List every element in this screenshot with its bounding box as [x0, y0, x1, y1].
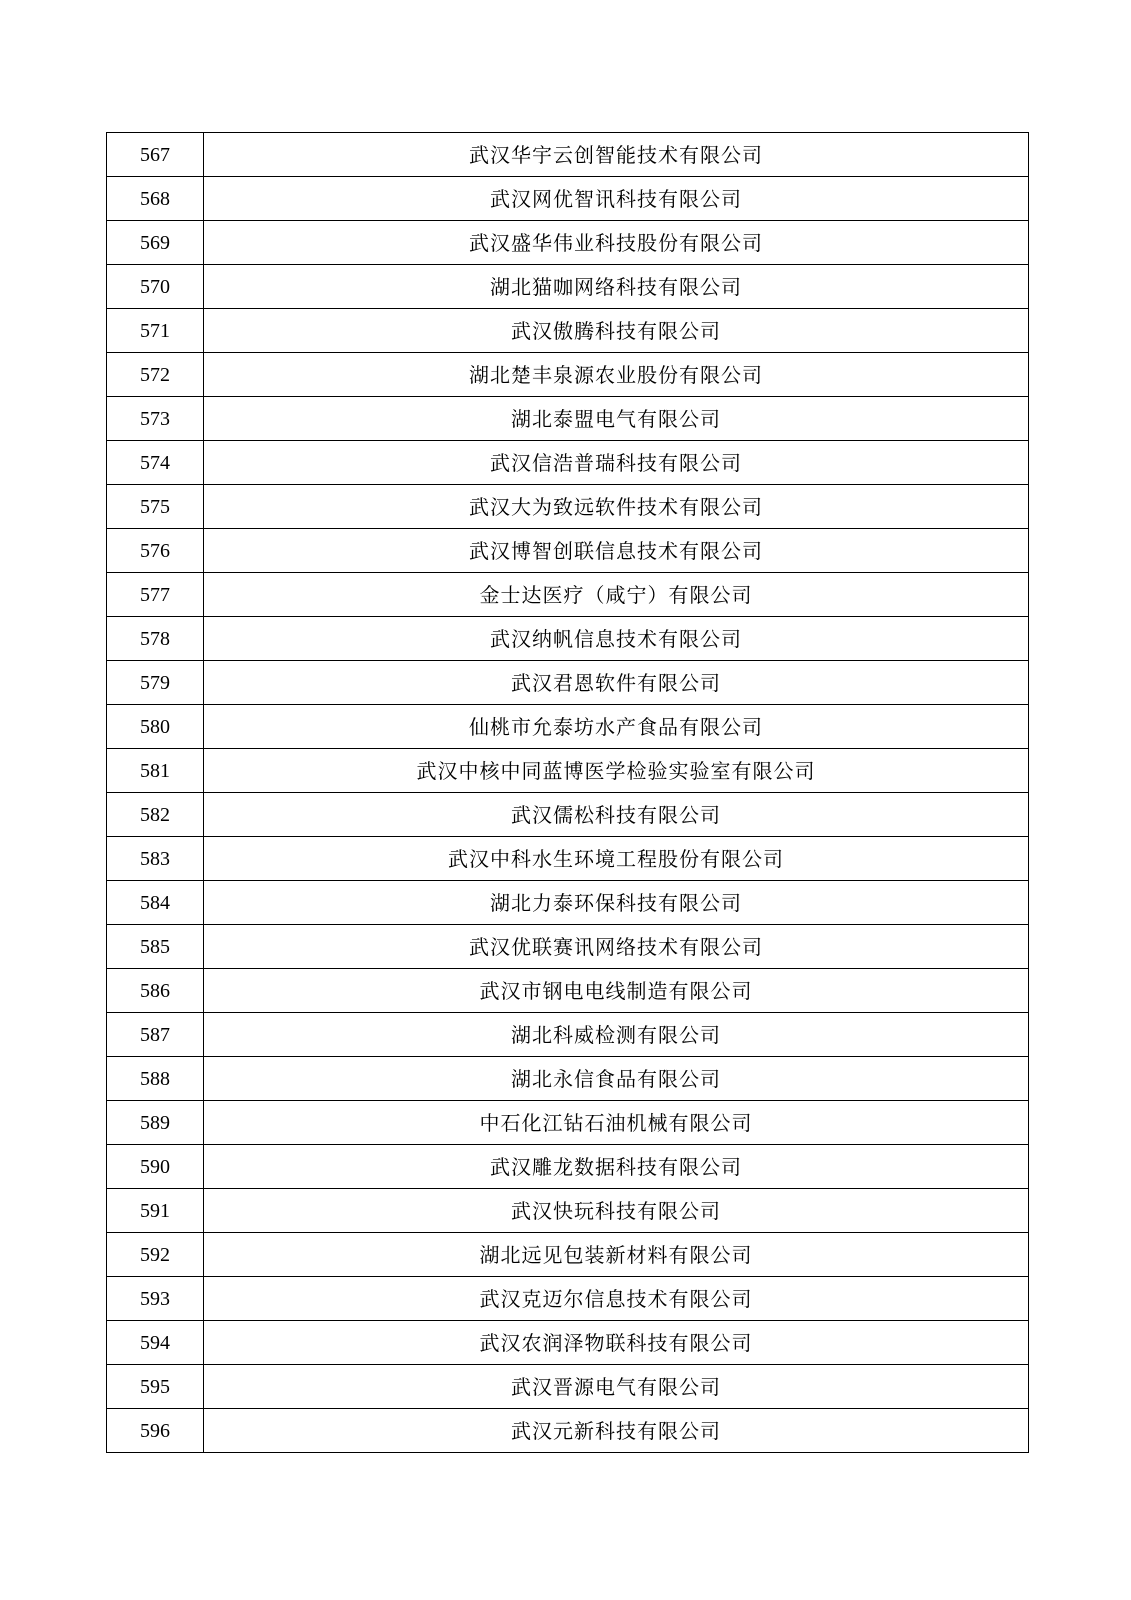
company-name: 武汉元新科技有限公司: [204, 1409, 1029, 1453]
row-number: 570: [107, 265, 204, 309]
row-number: 576: [107, 529, 204, 573]
row-number: 581: [107, 749, 204, 793]
row-number: 577: [107, 573, 204, 617]
table-row: [107, 1321, 1029, 1365]
company-name: 武汉盛华伟业科技股份有限公司: [204, 221, 1029, 265]
company-name: 湖北力泰环保科技有限公司: [204, 881, 1029, 925]
company-name: 湖北科威检测有限公司: [204, 1013, 1029, 1057]
row-number: 593: [107, 1277, 204, 1321]
row-number: 573: [107, 397, 204, 441]
company-name: 武汉中核中同蓝博医学检验实验室有限公司: [204, 749, 1029, 793]
company-name: 武汉网优智讯科技有限公司: [204, 177, 1029, 221]
table-row: [107, 1057, 1029, 1101]
table-row: [107, 177, 1029, 221]
row-number: 569: [107, 221, 204, 265]
table-row: [107, 1145, 1029, 1189]
table-row: [107, 1233, 1029, 1277]
row-number: 583: [107, 837, 204, 881]
table-row: [107, 309, 1029, 353]
table-row: [107, 485, 1029, 529]
row-number: 568: [107, 177, 204, 221]
row-number: 582: [107, 793, 204, 837]
company-name: 武汉君恩软件有限公司: [204, 661, 1029, 705]
row-number: 571: [107, 309, 204, 353]
company-name: 湖北永信食品有限公司: [204, 1057, 1029, 1101]
company-name: 武汉傲腾科技有限公司: [204, 309, 1029, 353]
company-name: 中石化江钻石油机械有限公司: [204, 1101, 1029, 1145]
row-number: 585: [107, 925, 204, 969]
table-row: [107, 1189, 1029, 1233]
table-row: [107, 573, 1029, 617]
company-name: 湖北楚丰泉源农业股份有限公司: [204, 353, 1029, 397]
row-number: 587: [107, 1013, 204, 1057]
table-row: [107, 705, 1029, 749]
company-name: 武汉大为致远软件技术有限公司: [204, 485, 1029, 529]
table-row: [107, 1013, 1029, 1057]
table-row: [107, 1365, 1029, 1409]
company-name: 武汉市钢电电线制造有限公司: [204, 969, 1029, 1013]
table-row: [107, 353, 1029, 397]
company-name: 武汉雕龙数据科技有限公司: [204, 1145, 1029, 1189]
row-number: 584: [107, 881, 204, 925]
table-row: [107, 529, 1029, 573]
row-number: 595: [107, 1365, 204, 1409]
table-row: [107, 1101, 1029, 1145]
row-number: 589: [107, 1101, 204, 1145]
company-name: 金士达医疗（咸宁）有限公司: [204, 573, 1029, 617]
row-number: 578: [107, 617, 204, 661]
company-name: 武汉儒松科技有限公司: [204, 793, 1029, 837]
company-name: 武汉博智创联信息技术有限公司: [204, 529, 1029, 573]
row-number: 596: [107, 1409, 204, 1453]
company-name: 武汉克迈尔信息技术有限公司: [204, 1277, 1029, 1321]
table-row: [107, 441, 1029, 485]
row-number: 594: [107, 1321, 204, 1365]
company-name: 武汉快玩科技有限公司: [204, 1189, 1029, 1233]
table-row: [107, 969, 1029, 1013]
row-number: 590: [107, 1145, 204, 1189]
table-row: [107, 397, 1029, 441]
table-row: [107, 793, 1029, 837]
row-number: 591: [107, 1189, 204, 1233]
table-row: [107, 221, 1029, 265]
company-name: 武汉优联赛讯网络技术有限公司: [204, 925, 1029, 969]
table-row: [107, 1409, 1029, 1453]
row-number: 579: [107, 661, 204, 705]
company-name: 武汉农润泽物联科技有限公司: [204, 1321, 1029, 1365]
row-number: 588: [107, 1057, 204, 1101]
company-list-table: [106, 132, 1029, 1453]
row-number: 580: [107, 705, 204, 749]
row-number: 567: [107, 133, 204, 177]
company-name: 湖北远见包装新材料有限公司: [204, 1233, 1029, 1277]
row-number: 574: [107, 441, 204, 485]
table-row: [107, 617, 1029, 661]
row-number: 572: [107, 353, 204, 397]
table-row: [107, 265, 1029, 309]
table-row: [107, 925, 1029, 969]
table-row: [107, 837, 1029, 881]
row-number: 592: [107, 1233, 204, 1277]
table-row: [107, 749, 1029, 793]
company-name: 武汉信浩普瑞科技有限公司: [204, 441, 1029, 485]
company-name: 湖北猫咖网络科技有限公司: [204, 265, 1029, 309]
table-row: [107, 1277, 1029, 1321]
table-row: [107, 881, 1029, 925]
company-name: 武汉晋源电气有限公司: [204, 1365, 1029, 1409]
row-number: 586: [107, 969, 204, 1013]
company-name: 仙桃市允泰坊水产食品有限公司: [204, 705, 1029, 749]
company-name: 湖北泰盟电气有限公司: [204, 397, 1029, 441]
row-number: 575: [107, 485, 204, 529]
table-row: [107, 133, 1029, 177]
company-list-body: [107, 133, 1029, 1453]
company-name: 武汉纳帆信息技术有限公司: [204, 617, 1029, 661]
company-name: 武汉华宇云创智能技术有限公司: [204, 133, 1029, 177]
company-name: 武汉中科水生环境工程股份有限公司: [204, 837, 1029, 881]
table-row: [107, 661, 1029, 705]
